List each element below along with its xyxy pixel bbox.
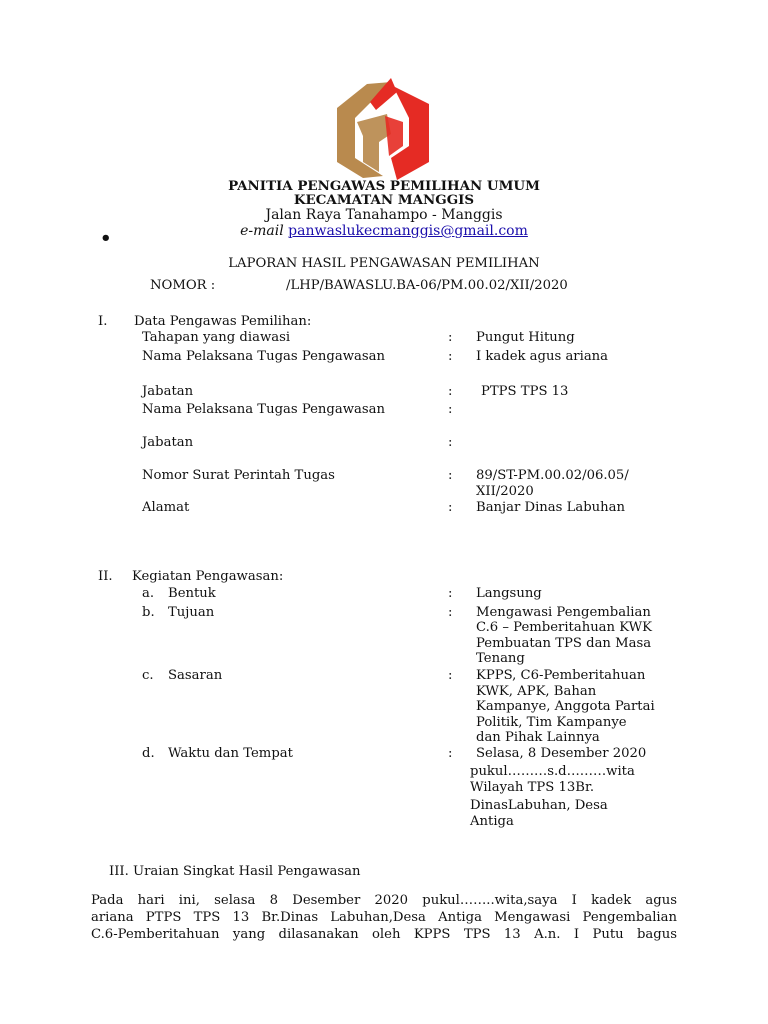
item-value-line: KWK, APK, Bahan xyxy=(476,684,597,699)
item-value-line: Pembuatan TPS dan Masa xyxy=(476,636,652,651)
row-value: I kadek agus ariana xyxy=(476,349,609,364)
section1-title: Data Pengawas Pemilihan: xyxy=(134,314,312,329)
item-value-line: Wilayah TPS 13Br. xyxy=(470,780,595,795)
item-value-line: pukul………s.d………wita xyxy=(470,764,635,779)
item-label: Waktu dan Tempat xyxy=(168,746,293,761)
item-letter: d. xyxy=(142,746,155,761)
item-label: Bentuk xyxy=(168,586,216,601)
item-letter: a. xyxy=(142,586,155,601)
org-address: Jalan Raya Tanahampo - Manggis xyxy=(265,207,503,223)
section2-title: Kegiatan Pengawasan: xyxy=(132,569,284,584)
item-letter: b. xyxy=(142,605,155,620)
org-name-line2: KECAMATAN MANGGIS xyxy=(293,192,475,208)
row-colon: : xyxy=(448,435,453,450)
section3-number: III. xyxy=(109,864,129,879)
section1-number: I. xyxy=(98,314,108,329)
row-value-continued: XII/2020 xyxy=(476,484,534,499)
item-colon: : xyxy=(448,668,453,683)
row-colon: : xyxy=(448,402,453,417)
row-colon: : xyxy=(448,349,453,364)
row-colon: : xyxy=(448,330,453,345)
row-colon: : xyxy=(448,384,453,399)
summary-paragraph xyxy=(91,892,677,943)
section3-title: Uraian Singkat Hasil Pengawasan xyxy=(133,864,361,879)
item-colon: : xyxy=(448,586,453,601)
email-link[interactable]: panwaslukecmanggis@gmail.com xyxy=(288,223,528,239)
item-value-line: C.6 – Pemberitahuan KWK xyxy=(476,620,653,635)
row-label: Jabatan xyxy=(142,435,194,450)
bawaslu-logo xyxy=(333,78,433,180)
item-letter: c. xyxy=(142,668,154,683)
email-label: e-mail xyxy=(240,223,284,239)
item-label: Tujuan xyxy=(168,605,215,620)
org-email-line xyxy=(0,223,768,239)
bullet-mark: • xyxy=(100,228,112,249)
item-value-line: DinasLabuhan, Desa xyxy=(470,798,608,813)
item-value-line: Tenang xyxy=(476,651,525,666)
row-value: Banjar Dinas Labuhan xyxy=(476,500,626,515)
paragraph-line: Pada hari ini, selasa 8 Desember 2020 pukul……..wita,saya I kadek agus xyxy=(91,893,677,908)
row-value: Pungut Hitung xyxy=(476,330,575,345)
row-label: Nama Pelaksana Tugas Pengawasan xyxy=(142,402,386,417)
row-label: Tahapan yang diawasi xyxy=(142,330,291,345)
logo-red-center xyxy=(385,116,403,156)
item-value-line: dan Pihak Lainnya xyxy=(476,730,600,745)
paragraph-line: C.6-Pemberitahuan yang dilasanakan oleh KPPS TPS 13 A.n. I Putu bagus xyxy=(91,927,677,942)
nomor-label: NOMOR : xyxy=(150,278,216,293)
section2-number: II. xyxy=(98,569,113,584)
item-value-line: Politik, Tim Kampanye xyxy=(476,715,627,730)
item-label: Sasaran xyxy=(168,668,223,683)
item-value-line: Mengawasi Pengembalian xyxy=(476,605,651,620)
row-colon: : xyxy=(448,500,453,515)
row-label: Alamat xyxy=(142,500,190,515)
row-label: Nomor Surat Perintah Tugas xyxy=(142,468,335,483)
item-colon: : xyxy=(448,746,453,761)
row-label: Nama Pelaksana Tugas Pengawasan xyxy=(142,349,386,364)
item-value-line: Kampanye, Anggota Partai xyxy=(476,699,655,714)
item-value-line: Langsung xyxy=(476,586,542,601)
row-value: 89/ST-PM.00.02/06.05/ xyxy=(476,468,629,483)
report-title: LAPORAN HASIL PENGAWASAN PEMILIHAN xyxy=(228,256,540,271)
item-value-line: KPPS, C6-Pemberitahuan xyxy=(476,668,646,683)
row-colon: : xyxy=(448,468,453,483)
nomor-value: /LHP/BAWASLU.BA-06/PM.00.02/XII/2020 xyxy=(286,278,568,293)
row-value: PTPS TPS 13 xyxy=(481,384,569,399)
item-colon: : xyxy=(448,605,453,620)
org-name-line1: PANITIA PENGAWAS PEMILIHAN UMUM xyxy=(228,178,540,194)
item-value-line: Antiga xyxy=(470,814,514,829)
paragraph-line: ariana PTPS TPS 13 Br.Dinas Labuhan,Desa Antiga Mengawasi Pengembalian xyxy=(91,910,677,925)
row-label: Jabatan xyxy=(142,384,194,399)
item-value-line: Selasa, 8 Desember 2020 xyxy=(476,746,647,761)
